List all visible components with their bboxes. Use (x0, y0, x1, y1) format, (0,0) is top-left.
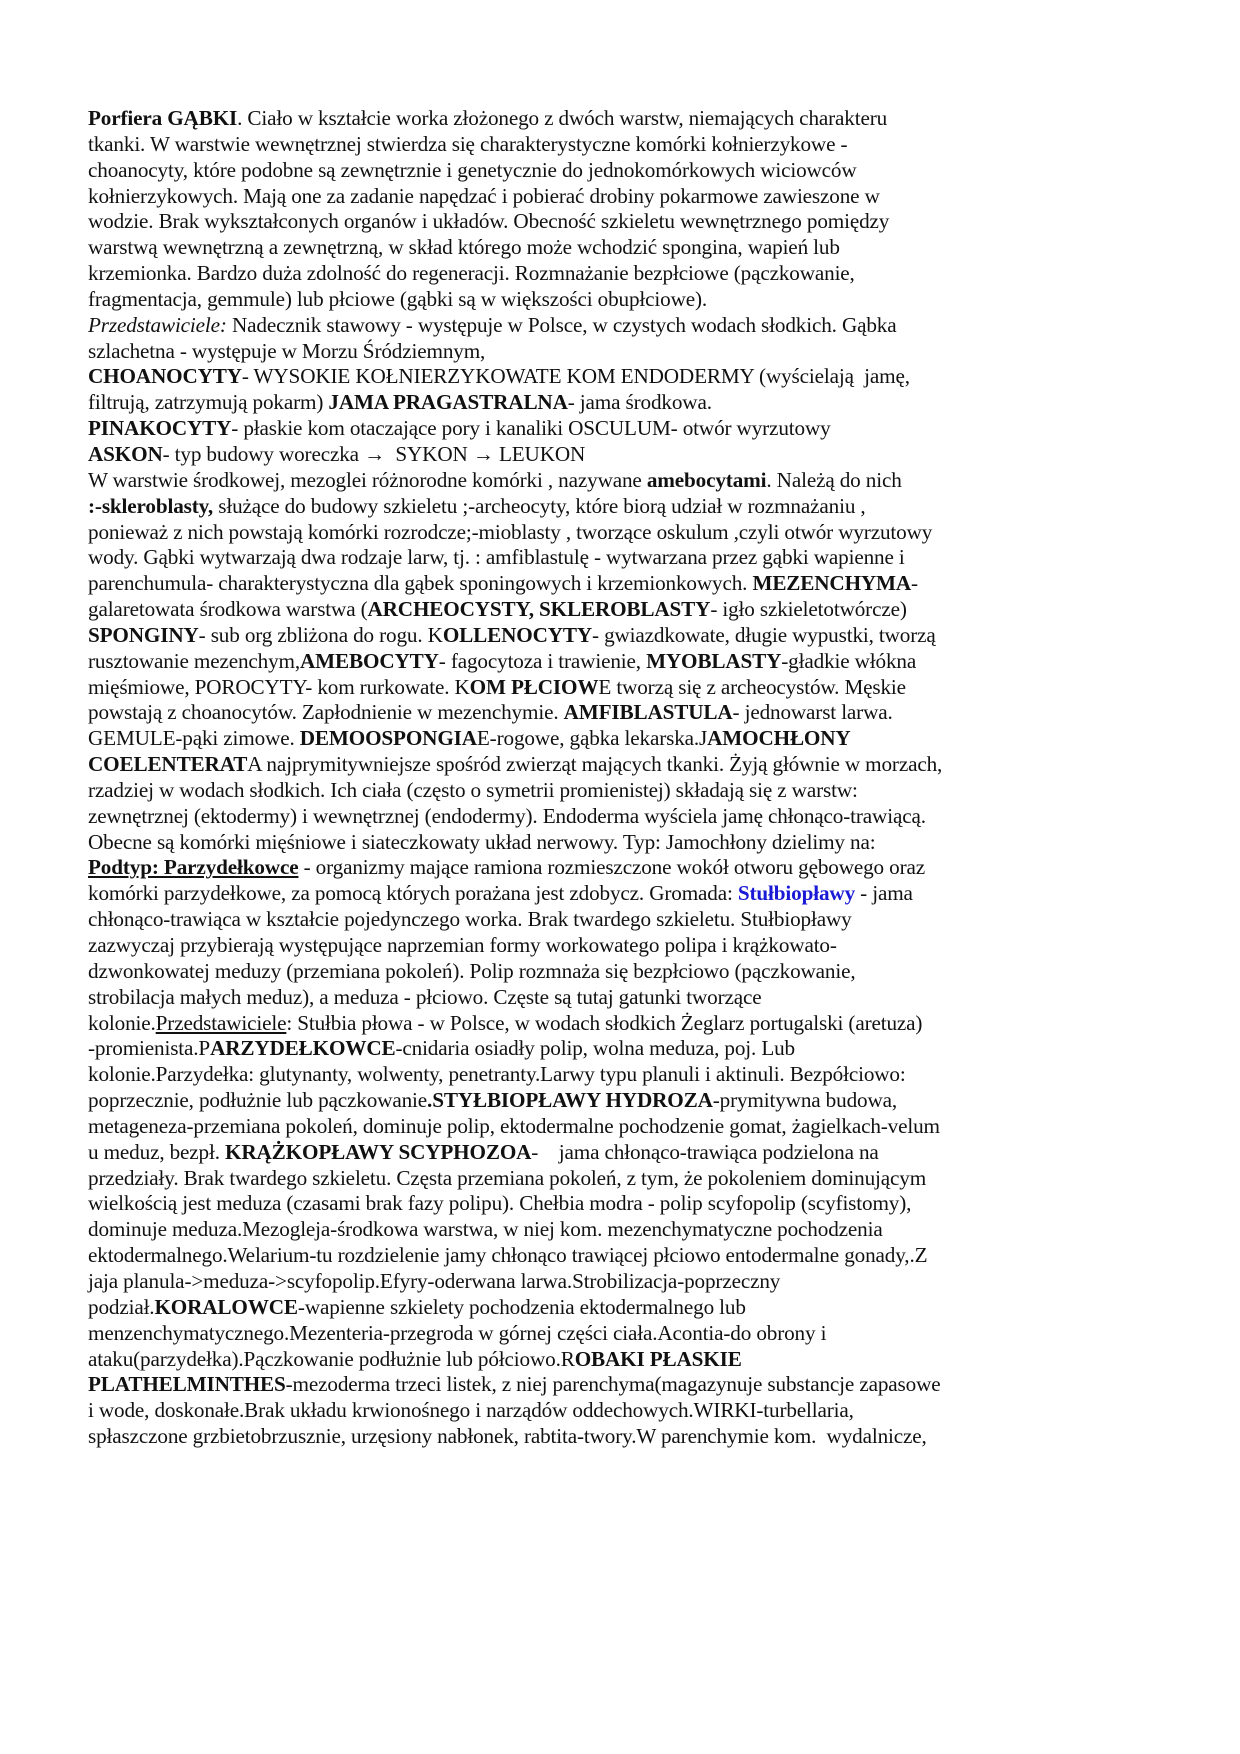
text-run: spłaszczone grzbietobrzusznie, urzęsiony nabłonek, rabtita-twory.W parenchymie kom. wydalnicze, (88, 1424, 927, 1449)
text-run: jaja planula->meduza->scyfopolip.Efyry-oderwana larwa.Strobilizacja-poprzeczny (88, 1268, 781, 1293)
text-line (88, 907, 1168, 933)
text-line (88, 1269, 1168, 1295)
text-line (88, 959, 1168, 985)
text-run: menzenchymatycznego.Mezenteria-przegroda w górnej części ciała.Acontia-do obrony i (88, 1320, 827, 1345)
text-run: E-rogowe, gąbka lekarska.J (476, 726, 708, 751)
text-line (88, 830, 1168, 856)
text-line (88, 1347, 1168, 1373)
bold-term: PLATHELMINTHES (88, 1372, 286, 1397)
text-line (88, 494, 1168, 520)
text-line (88, 933, 1168, 959)
bold-term: AMFIBLASTULA (563, 700, 733, 725)
text-line (88, 520, 1168, 546)
italic-label: Przedstawiciele (88, 312, 220, 337)
text-line (88, 442, 1168, 468)
text-line (88, 1243, 1168, 1269)
text-run: - płaskie kom otaczające pory i kanaliki OSCULUM- otwór wyrzutowy (231, 416, 831, 441)
text-line (88, 804, 1168, 830)
text-line (88, 1217, 1168, 1243)
bold-term: Porfiera GĄBKI (88, 106, 238, 130)
text-run: powstają z choanocytów. Zapłodnienie w mezenchymie. (88, 700, 564, 725)
text-run: wody. Gąbki wytwarzają dwa rodzaje larw, tj. : amfiblastulę - wytwarzana przez gąbki wapienne i (88, 545, 905, 570)
bold-term: SPONGINY (88, 622, 199, 647)
text-run: -gładkie włókna (781, 648, 917, 673)
text-line (88, 597, 1168, 623)
text-run: parenchumula- charakterystyczna dla gąbek sponingowych i krzemionkowych. (88, 571, 753, 596)
text-run: rzadziej w wodach słodkich. Ich ciała (często o symetrii promienistej) składają się z warstw: (88, 777, 858, 802)
text-run: filtrują, zatrzymują pokarm) (88, 390, 329, 415)
text-run: -promienista.P (88, 1036, 211, 1061)
text-run: -mezoderma trzeci listek, z niej parenchyma(magazynuje substancje zapasowe (285, 1372, 941, 1397)
text-line (88, 1166, 1168, 1192)
text-line (88, 1011, 1168, 1037)
text-line (88, 778, 1168, 804)
text-line (88, 184, 1168, 210)
text-line (88, 1088, 1168, 1114)
text-run: - sub org zbliżona do rogu. K (198, 622, 443, 647)
text-run: A najprymitywniejsze spośród zwierząt mających tkanki. Żyją głównie w morzach, (247, 752, 943, 777)
bold-term: MYOBLASTY (646, 648, 782, 673)
bold-term: ASKON (88, 441, 163, 466)
text-run: - jama chłonąco-trawiąca podzielona na (531, 1139, 879, 1164)
bold-term: KORALOWCE (154, 1294, 298, 1319)
text-run: metageneza-przemiana pokoleń, dominuje polip, ektodermalne pochodzenie gomat, żagielkach-velum (88, 1113, 940, 1138)
text-run: dzwonkowatej meduzy (przemiana pokoleń). Polip rozmnaża się bezpłciowo (pączkowanie, (88, 958, 856, 983)
text-run: ataku(parzydełka).Pączkowanie podłużnie lub półciowo.R (88, 1346, 575, 1371)
text-run: podział. (88, 1294, 155, 1319)
text-line (88, 1295, 1168, 1321)
text-line (88, 364, 1168, 390)
text-run: galaretowata środkowa warstwa ( (88, 597, 368, 622)
text-line (88, 132, 1168, 158)
class-link[interactable]: Stułbiopławy (737, 881, 856, 906)
text-line (88, 1398, 1168, 1424)
bold-term: PINAKOCYTY (88, 416, 232, 441)
bold-term: COELENTERAT (88, 752, 248, 777)
text-run: Nadecznik stawowy - występuje w Polsce, w czystych wodach słodkich. Gąbka (226, 312, 897, 337)
text-run: W warstwie środkowej, mezoglei różnorodne komórki , nazywane (88, 467, 647, 492)
bold-term: OM PŁCIOW (469, 674, 599, 699)
text-run: kołnierzykowych. Mają one za zadanie napędzać i pobierać drobiny pokarmowe zawieszone w (88, 183, 880, 208)
text-line (88, 235, 1168, 261)
document-body-text (88, 106, 1168, 1450)
text-run: choanocyty, które podobne są zewnętrznie i genetycznie do jednokomórkowych wiciowców (88, 157, 857, 182)
italic-label: : (219, 312, 227, 337)
text-run: kolonie. (88, 1010, 156, 1035)
text-run: Obecne są komórki mięśniowe i siateczkowaty układ nerwowy. Typ: Jamochłony dzielimy na: (88, 829, 876, 854)
text-run: - (911, 571, 918, 596)
text-line (88, 416, 1168, 442)
text-line (88, 855, 1168, 881)
text-run: warstwą wewnętrzną a zewnętrzną, w skład którego może wchodzić spongina, wapień lub (88, 235, 840, 260)
bold-term: CHOANOCYTY (88, 364, 242, 389)
text-line (88, 1321, 1168, 1347)
text-run: - jama środkowa. (567, 390, 712, 415)
text-run: GEMULE-pąki zimowe. (88, 726, 300, 751)
text-run: - jednowarst larwa. (732, 700, 893, 725)
text-run: szlachetna - występuje w Morzu Śródziemnym, (88, 338, 486, 363)
text-line (88, 1114, 1168, 1140)
text-run: E tworzą się z archeocystów. Męskie (598, 674, 906, 699)
text-line (88, 390, 1168, 416)
text-run: - gwiazdkowate, długie wypustki, tworzą (592, 622, 936, 647)
text-run: - jama (855, 881, 913, 906)
text-line (88, 623, 1168, 649)
bold-term: AMEBOCYTY (300, 648, 439, 673)
text-line (88, 571, 1168, 597)
bold-term: :- (88, 493, 102, 518)
bold-term: KRĄŻKOPŁAWY SCYPHOZOA (225, 1139, 532, 1164)
text-run: u meduz, bezpł. (88, 1139, 226, 1164)
text-line (88, 649, 1168, 675)
bold-term: ARCHEOCYSTY, SKLEROBLASTY (367, 597, 711, 622)
text-line (88, 209, 1168, 235)
underlined-label: Przedstawiciele (155, 1010, 287, 1035)
text-run: ponieważ z nich powstają komórki rozrodcze;-mioblasty , tworzące oskulum ,czyli otwór wyrzutowy (88, 519, 933, 544)
text-line (88, 106, 1168, 132)
text-run: - organizmy mające ramiona rozmieszczone wokół otworu gębowego oraz (298, 855, 926, 880)
bold-term: AMOCHŁONY (707, 726, 851, 751)
text-line (88, 1140, 1168, 1166)
bold-term: OBAKI PŁASKIE (574, 1346, 742, 1371)
text-run: -prymitywna budowa, (712, 1088, 898, 1113)
text-line (88, 675, 1168, 701)
text-run: wielkością jest meduza (czasami brak fazy polipu). Chełbia modra - polip scyfopolip (scyfistomy), (88, 1191, 912, 1216)
text-run: - fagocytoza i trawienie, (438, 648, 647, 673)
text-run: krzemionka. Bardzo duża zdolność do regeneracji. Rozmnażanie bezpłciowe (pączkowanie, (88, 261, 855, 286)
text-line (88, 985, 1168, 1011)
text-line (88, 339, 1168, 365)
bold-term: skleroblasty, (101, 493, 214, 518)
text-line (88, 158, 1168, 184)
subtype-heading: Podtyp: Parzydełkowce (88, 855, 299, 880)
text-line (88, 1062, 1168, 1088)
bold-term: .STYŁBIOPŁAWY HYDROZA (427, 1088, 713, 1113)
bold-term: JAMA PRAGASTRALNA (328, 390, 568, 415)
text-run: zazwyczaj przybierają występujące naprzemian formy workowatego polipa i krążkowato- (88, 933, 837, 957)
text-run: - WYSOKIE KOŁNIERZYKOWATE KOM ENDODERMY (wyścielają jamę, (241, 364, 910, 389)
text-run: -cnidaria osiadły polip, wolna meduza, poj. Lub (395, 1036, 795, 1061)
text-run: zewnętrznej (ektodermy) i wewnętrznej (endodermy). Endoderma wyściela jamę chłonąco-trawiącą. (88, 803, 926, 828)
text-run: mięśmiowe, POROCYTY- kom rurkowate. K (88, 674, 470, 699)
text-run: rusztowanie mezenchym, (88, 648, 301, 673)
text-line (88, 881, 1168, 907)
bold-term: amebocytami (646, 467, 767, 492)
text-run: fragmentacja, gemmule) lub płciowe (gąbki są w większości obupłciowe). (88, 286, 708, 311)
text-line (88, 1191, 1168, 1217)
text-line (88, 261, 1168, 287)
text-run: tkanki. W warstwie wewnętrznej stwierdza się charakterystyczne komórki kołnierzykowe - (88, 131, 848, 156)
text-line (88, 313, 1168, 339)
text-line (88, 700, 1168, 726)
text-line (88, 545, 1168, 571)
text-run: kolonie.Parzydełka: glutynanty, wolwenty, penetranty.Larwy typu planuli i aktinuli. Bezpółciowo: (88, 1062, 906, 1087)
text-run: służące do budowy szkieletu ;-archeocyty, które biorą udział w rozmnażaniu , (213, 493, 866, 518)
text-run: . Należą do nich (766, 467, 902, 492)
text-run: poprzecznie, podłużnie lub pączkowanie (88, 1088, 428, 1113)
text-line (88, 1372, 1168, 1398)
bold-term: DEMOOSPONGIA (299, 726, 477, 751)
text-run: strobilacja małych meduz), a meduza - płciowo. Częste są tutaj gatunki tworzące (88, 984, 762, 1009)
text-line (88, 287, 1168, 313)
text-run: wodzie. Brak wykształconych organów i układów. Obecność szkieletu wewnętrznego pomiędzy (88, 209, 890, 234)
bold-term: MEZENCHYMA (752, 571, 912, 596)
text-line (88, 468, 1168, 494)
text-run: - typ budowy woreczka → SYKON → LEUKON (162, 441, 586, 466)
text-run: przedziały. Brak twardego szkieletu. Częsta przemiana pokoleń, z tym, że pokoleniem dominującym (88, 1165, 927, 1190)
text-run: dominuje meduza.Mezogleja-środkowa warstwa, w niej kom. mezenchymatyczne pochodzenia (88, 1217, 883, 1242)
text-run: i wode, doskonałe.Brak układu krwionośnego i narządów oddechowych.WIRKI-turbellaria, (88, 1398, 854, 1423)
text-run: ektodermalnego.Welarium-tu rozdzielenie jamy chłonąco trawiącej płciowo entodermalne gonady,.Z (88, 1243, 928, 1268)
text-run: - igło szkieletotwórcze) (710, 597, 907, 622)
text-line (88, 752, 1168, 778)
bold-term: OLLENOCYTY (442, 622, 593, 647)
text-run: : Stułbia płowa - w Polsce, w wodach słodkich Żeglarz portugalski (aretuza) (286, 1010, 923, 1035)
text-run: -wapienne szkielety pochodzenia ektodermalnego lub (297, 1294, 746, 1319)
text-line (88, 726, 1168, 752)
bold-term: ARZYDEŁKOWCE (210, 1036, 396, 1061)
text-line (88, 1036, 1168, 1062)
text-run: chłonąco-trawiąca w kształcie pojedynczego worka. Brak twardego szkieletu. Stułbiopławy (88, 907, 852, 932)
text-run: . Ciało w kształcie worka złożonego z dwóch warstw, niemających charakteru (237, 106, 888, 130)
text-run: komórki parzydełkowe, za pomocą których porażana jest zdobycz. Gromada: (88, 881, 738, 906)
text-line (88, 1424, 1168, 1450)
